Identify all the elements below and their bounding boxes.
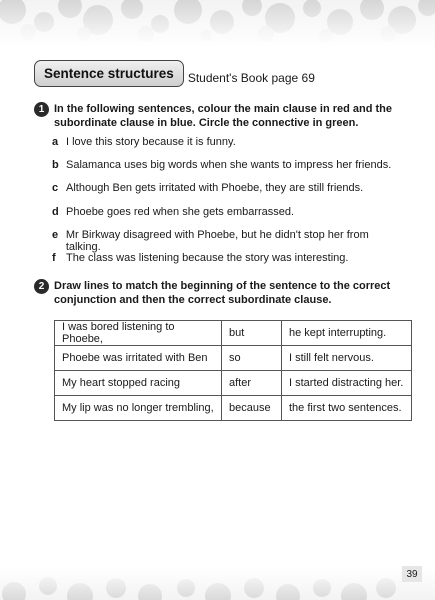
sentence-item bbox=[52, 182, 402, 205]
subordinate-clause-cell[interactable]: I started distracting her. bbox=[282, 371, 412, 396]
subordinate-clause-cell[interactable]: I still felt nervous. bbox=[282, 346, 412, 371]
sentence-letter: b bbox=[52, 159, 59, 172]
task-2-number-badge: 2 bbox=[34, 279, 49, 294]
page-number: 39 bbox=[402, 566, 422, 582]
table-row bbox=[55, 396, 412, 421]
sentence-text: Phoebe goes red when she gets embarrassed. bbox=[66, 205, 295, 218]
bubble-pattern-bottom bbox=[0, 568, 435, 600]
table-row bbox=[55, 346, 412, 371]
sentence-item bbox=[52, 229, 402, 252]
sentence-beginning-cell[interactable]: Phoebe was irritated with Ben bbox=[55, 346, 222, 371]
sentence-letter: a bbox=[52, 136, 59, 148]
task-1-number-badge: 1 bbox=[34, 102, 49, 117]
task-1 bbox=[34, 102, 394, 130]
task-2 bbox=[34, 279, 394, 307]
subordinate-clause-cell[interactable]: the first two sentences. bbox=[282, 396, 412, 421]
sentence-letter: d bbox=[52, 205, 59, 218]
sentence-list bbox=[52, 136, 402, 275]
worksheet-title: Sentence structures bbox=[34, 60, 184, 87]
worksheet-title-row bbox=[34, 60, 315, 87]
sentence-text: Salamanca uses big words when she wants to impress her friends. bbox=[66, 159, 392, 172]
matching-table bbox=[54, 320, 412, 421]
sentence-beginning-cell[interactable]: I was bored listening to Phoebe, bbox=[55, 321, 222, 346]
sentence-letter: f bbox=[52, 251, 56, 264]
conjunction-cell[interactable]: after bbox=[222, 371, 282, 396]
sentence-letter: e bbox=[52, 228, 59, 241]
decorative-circles-footer bbox=[0, 568, 435, 600]
decorative-circles-header bbox=[0, 0, 435, 48]
table-row bbox=[55, 371, 412, 396]
sentence-item bbox=[52, 252, 402, 275]
conjunction-cell[interactable]: because bbox=[222, 396, 282, 421]
bubble-pattern-top bbox=[0, 0, 435, 48]
sentence-text: The class was listening because the story was interesting. bbox=[66, 251, 349, 264]
subordinate-clause-cell[interactable]: he kept interrupting. bbox=[282, 321, 412, 346]
task-2-instruction: Draw lines to match the beginning of the sentence to the correct conjunction and then the correct subordinate clause. bbox=[54, 280, 391, 306]
sentence-item bbox=[52, 206, 402, 229]
sentence-beginning-cell[interactable]: My lip was no longer trembling, bbox=[55, 396, 222, 421]
sentence-beginning-cell[interactable]: My heart stopped racing bbox=[55, 371, 222, 396]
sentence-item bbox=[52, 159, 402, 182]
sentence-text: Mr Birkway disagreed with Phoebe, but he didn't stop her from talking. bbox=[65, 228, 369, 253]
task-1-instruction: In the following sentences, colour the main clause in red and the subordinate clause in blue. Circle the connective in green. bbox=[54, 103, 393, 129]
sentence-letter: c bbox=[52, 182, 59, 195]
conjunction-cell[interactable]: so bbox=[222, 346, 282, 371]
conjunction-cell[interactable]: but bbox=[222, 321, 282, 346]
students-book-reference: Student's Book page 69 bbox=[187, 71, 315, 85]
sentence-text: I love this story because it is funny. bbox=[66, 136, 236, 148]
sentence-item bbox=[52, 136, 402, 159]
table-row bbox=[55, 321, 412, 346]
sentence-text: Although Ben gets irritated with Phoebe, they are still friends. bbox=[66, 182, 364, 195]
